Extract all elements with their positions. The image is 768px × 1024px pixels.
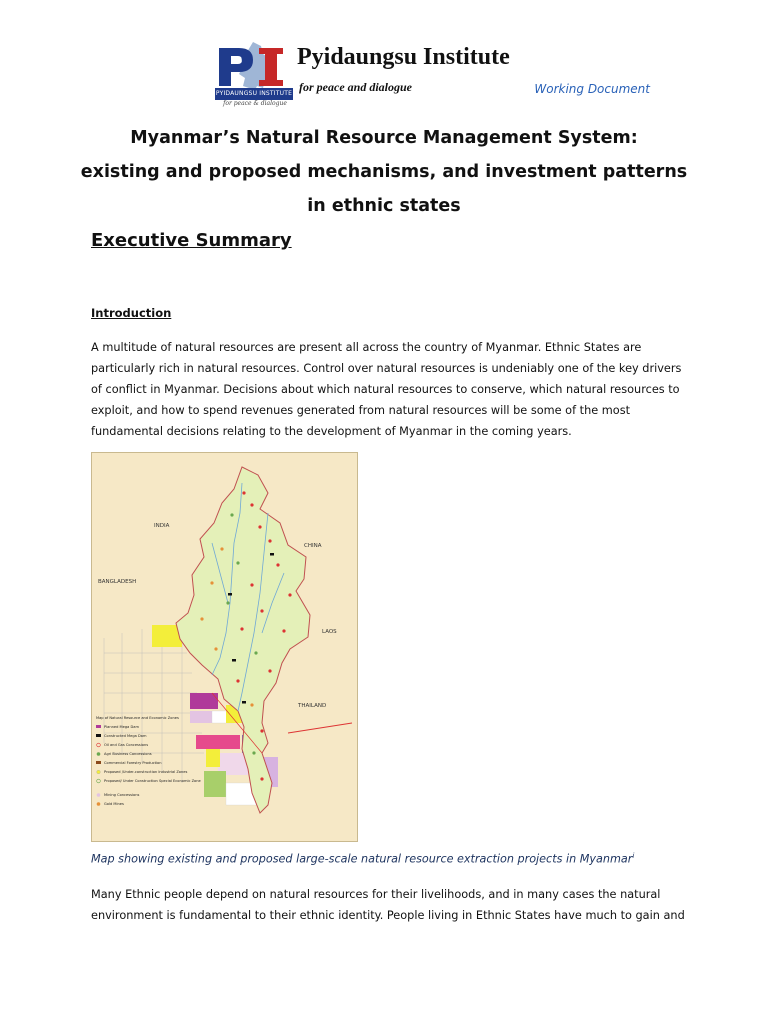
legend-swatch-mining <box>97 793 101 797</box>
legend-item: Commercial Forestry Production <box>104 761 162 765</box>
map-label-china: CHINA <box>304 543 322 549</box>
body-paragraph <box>91 884 691 926</box>
legend-item: Gold Mines <box>104 802 124 806</box>
legend-swatch-agri <box>97 752 101 756</box>
legend-item: Mining Concessions <box>104 793 140 797</box>
doc-status: Working Document <box>534 82 650 96</box>
legend-swatch-gold <box>97 802 101 806</box>
paragraph-line: Many Ethnic people depend on natural resources for their livelihoods, and in many cases the natural <box>91 888 661 901</box>
map-legend <box>96 716 202 806</box>
legend-title: Map of Natural Resource and Economic Zones <box>96 716 179 720</box>
title-line-3: in ethnic states <box>307 196 461 216</box>
pipeline-line <box>288 723 352 733</box>
legend-item: Oil and Gas Concessions <box>104 743 149 747</box>
paragraph-line: A multitude of natural resources are present all across the country of Myanmar. Ethnic States are <box>91 341 642 354</box>
institute-logo <box>213 40 533 110</box>
logo-band-tagline: for peace & dialogue <box>223 100 287 107</box>
map-label-india: INDIA <box>154 523 170 529</box>
map-label-thailand: THAILAND <box>298 703 327 709</box>
legend-swatch-constructed-dam <box>96 734 101 737</box>
legend-swatch-oil-gas <box>97 743 101 747</box>
resource-map <box>92 453 357 841</box>
intro-paragraph <box>91 337 691 442</box>
map-label-bangladesh: BANGLADESH <box>98 579 137 585</box>
section-heading: Executive Summary <box>91 230 292 251</box>
title-line-2: existing and proposed mechanisms, and investment patterns <box>80 162 688 182</box>
paragraph-line: particularly rich in natural resources. Control over natural resources is undeniably one of the key drivers <box>91 362 682 375</box>
org-name: Pyidaungsu Institute <box>297 44 510 70</box>
intro-heading: Introduction <box>91 306 172 320</box>
legend-item: Proposed/ Under Construction Special Economic Zone <box>104 779 201 783</box>
legend-item: Proposed /Under-construction Industrial Zones <box>104 770 188 774</box>
caption-endnote[interactable]: i <box>632 852 635 860</box>
legend-item: Agri Business Concessions <box>104 752 152 756</box>
paragraph-line: of conflict in Myanmar. Decisions about which natural resources to conserve, which natural resources to <box>91 383 680 396</box>
paragraph-line: environment is fundamental to their ethnic identity. People living in Ethnic States have much to gain and <box>91 909 685 922</box>
paragraph-line: exploit, and how to spend revenues generated from natural resources will be some of the most <box>91 404 631 417</box>
legend-item: Planned Mega Dam <box>104 725 139 729</box>
legend-item: Constructed Mega Dam <box>104 734 147 738</box>
map-label-laos: LAOS <box>322 629 337 635</box>
title-line-1: Myanmar’s Natural Resource Management System: <box>130 128 638 148</box>
logo-band: PYIDAUNGSU INSTITUTE <box>215 88 293 100</box>
legend-swatch-industrial <box>97 770 101 774</box>
paragraph-line: fundamental decisions relating to the development of Myanmar in the coming years. <box>91 425 572 438</box>
org-tagline: for peace and dialogue <box>299 80 412 94</box>
legend-swatch-planned-dam <box>96 725 101 728</box>
legend-swatch-sez <box>97 779 101 783</box>
map-caption-text: Map showing existing and proposed large-scale natural resource extraction projects in Myanmar <box>91 852 633 866</box>
map-caption <box>91 852 634 866</box>
document-title <box>60 121 708 223</box>
resource-map-figure <box>91 452 358 842</box>
legend-swatch-forestry <box>96 761 101 764</box>
